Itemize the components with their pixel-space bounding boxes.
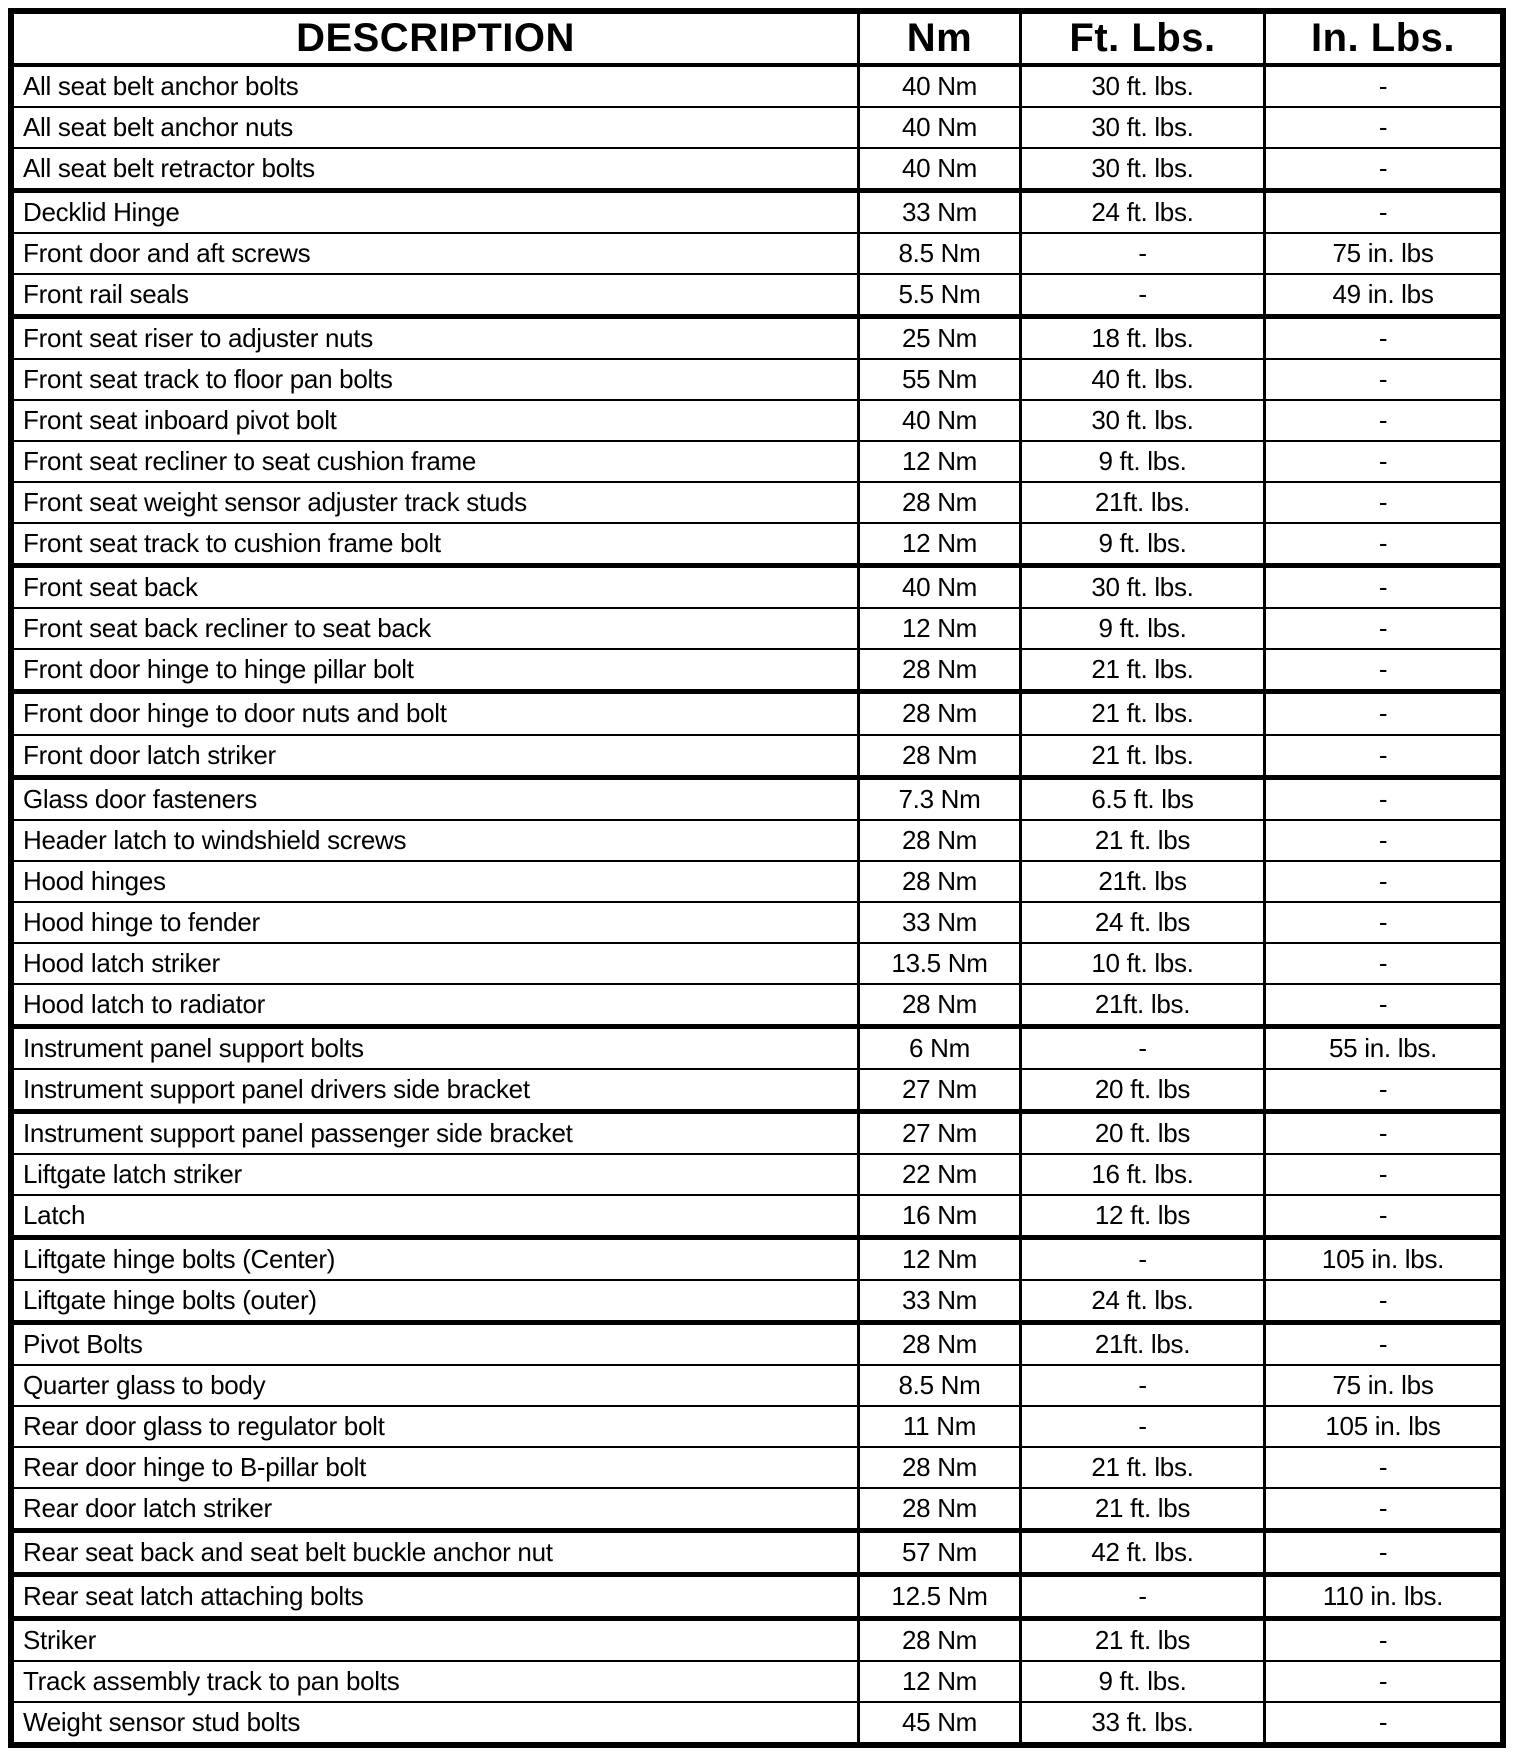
table-row (14, 360, 1500, 401)
row-description-cell: Rear door hinge to B-pillar bolt (14, 1448, 860, 1487)
row-description-cell: Front seat back (14, 568, 860, 607)
row-in-lbs-cell: 55 in. lbs. (1329, 1032, 1437, 1063)
table-row (14, 903, 1500, 944)
row-description-cell: Liftgate latch striker (14, 1155, 860, 1194)
row-in-lbs-cell: - (1378, 739, 1388, 770)
table-row (14, 568, 1500, 609)
table-row (14, 442, 1500, 483)
row-ft-lbs-cell: 24 ft. lbs (1022, 903, 1266, 942)
row-ft-lbs-cell: 6.5 ft. lbs (1022, 780, 1266, 819)
row-in-lbs-cell: - (1378, 71, 1388, 102)
column-header-in-lbs: In. Lbs. (1311, 16, 1455, 60)
row-nm-cell: 28 Nm (860, 736, 1022, 775)
row-in-lbs-cell: - (1378, 112, 1388, 143)
row-in-lbs-cell: - (1378, 446, 1388, 477)
row-ft-lbs-cell: 21ft. lbs. (1022, 483, 1266, 522)
row-ft-lbs-cell: - (1022, 1366, 1266, 1405)
table-row (14, 483, 1500, 524)
row-in-lbs-cell: - (1378, 654, 1388, 685)
table-row (14, 609, 1500, 650)
row-nm-cell: 6 Nm (860, 1029, 1022, 1068)
row-nm-cell: 12 Nm (860, 1662, 1022, 1701)
row-nm-cell: 40 Nm (860, 568, 1022, 607)
row-description-cell: Rear seat latch attaching bolts (14, 1577, 860, 1616)
row-in-lbs-cell: - (1378, 988, 1388, 1019)
row-description-cell: Front seat track to floor pan bolts (14, 360, 860, 399)
row-description-cell: Rear door latch striker (14, 1489, 860, 1528)
row-nm-cell: 12 Nm (860, 442, 1022, 481)
table-row (14, 67, 1500, 108)
row-description-cell: Instrument support panel passenger side bracket (14, 1114, 860, 1153)
table-row (14, 1533, 1500, 1577)
row-ft-lbs-cell: 20 ft. lbs (1022, 1070, 1266, 1109)
row-ft-lbs-cell: 21ft. lbs. (1022, 985, 1266, 1024)
row-ft-lbs-cell: 21ft. lbs (1022, 862, 1266, 901)
row-ft-lbs-cell: 21 ft. lbs. (1022, 1448, 1266, 1487)
row-ft-lbs-cell: 33 ft. lbs. (1022, 1703, 1266, 1742)
table-row (14, 862, 1500, 903)
row-ft-lbs-cell: 21 ft. lbs (1022, 821, 1266, 860)
row-description-cell: Front door and aft screws (14, 234, 860, 273)
row-nm-cell: 8.5 Nm (860, 1366, 1022, 1405)
row-ft-lbs-cell: - (1022, 1029, 1266, 1068)
row-ft-lbs-cell: 30 ft. lbs. (1022, 401, 1266, 440)
table-row (14, 1325, 1500, 1366)
table-row (14, 985, 1500, 1029)
row-in-lbs-cell: - (1378, 572, 1388, 603)
table-row (14, 149, 1500, 193)
row-description-cell: Liftgate hinge bolts (outer) (14, 1281, 860, 1320)
row-description-cell: Front seat back recliner to seat back (14, 609, 860, 648)
row-nm-cell: 28 Nm (860, 1325, 1022, 1364)
row-ft-lbs-cell: - (1022, 234, 1266, 273)
row-nm-cell: 28 Nm (860, 483, 1022, 522)
row-in-lbs-cell: - (1378, 323, 1388, 354)
row-nm-cell: 45 Nm (860, 1703, 1022, 1742)
row-ft-lbs-cell: 21 ft. lbs (1022, 1621, 1266, 1660)
row-nm-cell: 57 Nm (860, 1533, 1022, 1572)
table-row (14, 650, 1500, 694)
row-in-lbs-cell: - (1378, 824, 1388, 855)
row-nm-cell: 28 Nm (860, 1621, 1022, 1660)
row-ft-lbs-cell: - (1022, 275, 1266, 314)
row-ft-lbs-cell: 30 ft. lbs. (1022, 108, 1266, 147)
row-nm-cell: 28 Nm (860, 1448, 1022, 1487)
row-nm-cell: 16 Nm (860, 1196, 1022, 1235)
row-nm-cell: 8.5 Nm (860, 234, 1022, 273)
row-description-cell: Quarter glass to body (14, 1366, 860, 1405)
row-nm-cell: 33 Nm (860, 903, 1022, 942)
table-row (14, 193, 1500, 234)
table-row (14, 234, 1500, 275)
table-row (14, 1662, 1500, 1703)
table-row (14, 1366, 1500, 1407)
row-description-cell: Weight sensor stud bolts (14, 1703, 860, 1742)
row-description-cell: Decklid Hinge (14, 193, 860, 232)
table-row (14, 1407, 1500, 1448)
row-description-cell: Front seat track to cushion frame bolt (14, 524, 860, 563)
table-row (14, 1281, 1500, 1325)
row-description-cell: Front door hinge to door nuts and bolt (14, 694, 860, 733)
column-header-description: DESCRIPTION (14, 14, 860, 63)
row-description-cell: Front seat riser to adjuster nuts (14, 319, 860, 358)
row-in-lbs-cell: - (1378, 783, 1388, 814)
table-row (14, 401, 1500, 442)
row-in-lbs-cell: - (1378, 1328, 1388, 1359)
row-description-cell: Front seat inboard pivot bolt (14, 401, 860, 440)
row-ft-lbs-cell: - (1022, 1577, 1266, 1616)
row-in-lbs-cell: 75 in. lbs (1332, 1369, 1434, 1400)
row-nm-cell: 11 Nm (860, 1407, 1022, 1446)
row-nm-cell: 55 Nm (860, 360, 1022, 399)
row-ft-lbs-cell: 9 ft. lbs. (1022, 609, 1266, 648)
table-row (14, 1577, 1500, 1621)
table-row (14, 108, 1500, 149)
row-in-lbs-cell: 105 in. lbs (1325, 1411, 1441, 1442)
row-in-lbs-cell: - (1378, 865, 1388, 896)
row-nm-cell: 40 Nm (860, 108, 1022, 147)
row-in-lbs-cell: - (1378, 1707, 1388, 1738)
row-ft-lbs-cell: 16 ft. lbs. (1022, 1155, 1266, 1194)
row-in-lbs-cell: - (1378, 197, 1388, 228)
row-nm-cell: 33 Nm (860, 193, 1022, 232)
row-nm-cell: 33 Nm (860, 1281, 1022, 1320)
table-row (14, 694, 1500, 735)
row-in-lbs-cell: - (1378, 613, 1388, 644)
row-description-cell: Front door latch striker (14, 736, 860, 775)
row-ft-lbs-cell: 21 ft. lbs (1022, 1489, 1266, 1528)
row-nm-cell: 28 Nm (860, 985, 1022, 1024)
row-in-lbs-cell: - (1378, 1493, 1388, 1524)
table-header-row (14, 14, 1500, 67)
table-row (14, 524, 1500, 568)
table-row (14, 319, 1500, 360)
row-description-cell: Liftgate hinge bolts (Center) (14, 1240, 860, 1279)
row-description-cell: All seat belt anchor nuts (14, 108, 860, 147)
row-ft-lbs-cell: - (1022, 1240, 1266, 1279)
table-row (14, 1703, 1500, 1742)
row-nm-cell: 22 Nm (860, 1155, 1022, 1194)
column-header-nm: Nm (860, 14, 1022, 63)
row-in-lbs-cell: - (1378, 1117, 1388, 1148)
row-description-cell: Front seat recliner to seat cushion frame (14, 442, 860, 481)
row-nm-cell: 25 Nm (860, 319, 1022, 358)
row-description-cell: Header latch to windshield screws (14, 821, 860, 860)
table-body (14, 67, 1500, 1742)
table-row (14, 1621, 1500, 1662)
row-nm-cell: 28 Nm (860, 862, 1022, 901)
row-ft-lbs-cell: 10 ft. lbs. (1022, 944, 1266, 983)
row-description-cell: Instrument panel support bolts (14, 1029, 860, 1068)
row-ft-lbs-cell: 9 ft. lbs. (1022, 1662, 1266, 1701)
row-in-lbs-cell: - (1378, 1625, 1388, 1656)
row-description-cell: All seat belt anchor bolts (14, 67, 860, 106)
row-ft-lbs-cell: 24 ft. lbs. (1022, 1281, 1266, 1320)
row-in-lbs-cell: - (1378, 487, 1388, 518)
row-description-cell: Front seat weight sensor adjuster track studs (14, 483, 860, 522)
table-row (14, 1070, 1500, 1114)
row-nm-cell: 40 Nm (860, 401, 1022, 440)
row-ft-lbs-cell: 21 ft. lbs. (1022, 650, 1266, 689)
row-nm-cell: 12 Nm (860, 1240, 1022, 1279)
row-in-lbs-cell: - (1378, 1284, 1388, 1315)
row-in-lbs-cell: - (1378, 698, 1388, 729)
row-in-lbs-cell: - (1378, 1537, 1388, 1568)
table-row (14, 1029, 1500, 1070)
row-description-cell: Rear door glass to regulator bolt (14, 1407, 860, 1446)
row-in-lbs-cell: - (1378, 906, 1388, 937)
row-in-lbs-cell: 105 in. lbs. (1321, 1243, 1445, 1274)
table-row (14, 1240, 1500, 1281)
table-row (14, 1114, 1500, 1155)
row-in-lbs-cell: 49 in. lbs (1332, 279, 1434, 310)
row-ft-lbs-cell: 21ft. lbs. (1022, 1325, 1266, 1364)
row-description-cell: Front rail seals (14, 275, 860, 314)
row-in-lbs-cell: - (1378, 364, 1388, 395)
torque-spec-table (8, 8, 1506, 1748)
row-ft-lbs-cell: 21 ft. lbs. (1022, 736, 1266, 775)
row-ft-lbs-cell: 30 ft. lbs. (1022, 568, 1266, 607)
row-in-lbs-cell: - (1378, 1199, 1388, 1230)
table-row (14, 1196, 1500, 1240)
row-description-cell: Track assembly track to pan bolts (14, 1662, 860, 1701)
row-nm-cell: 12 Nm (860, 524, 1022, 563)
row-in-lbs-cell: - (1378, 528, 1388, 559)
row-in-lbs-cell: - (1378, 1452, 1388, 1483)
table-row (14, 1155, 1500, 1196)
row-nm-cell: 40 Nm (860, 149, 1022, 188)
row-in-lbs-cell: - (1378, 1073, 1388, 1104)
row-in-lbs-cell: 75 in. lbs (1332, 238, 1434, 269)
row-ft-lbs-cell: 9 ft. lbs. (1022, 442, 1266, 481)
row-ft-lbs-cell: 9 ft. lbs. (1022, 524, 1266, 563)
table-row (14, 780, 1500, 821)
row-ft-lbs-cell: 30 ft. lbs. (1022, 67, 1266, 106)
table-row (14, 1489, 1500, 1533)
table-row (14, 1448, 1500, 1489)
row-ft-lbs-cell: 20 ft. lbs (1022, 1114, 1266, 1153)
table-row (14, 821, 1500, 862)
row-ft-lbs-cell: 21 ft. lbs. (1022, 694, 1266, 733)
row-description-cell: All seat belt retractor bolts (14, 149, 860, 188)
row-description-cell: Front door hinge to hinge pillar bolt (14, 650, 860, 689)
row-in-lbs-cell: - (1378, 1666, 1388, 1697)
row-ft-lbs-cell: 12 ft. lbs (1022, 1196, 1266, 1235)
row-description-cell: Hood hinge to fender (14, 903, 860, 942)
row-in-lbs-cell: - (1378, 947, 1388, 978)
row-in-lbs-cell: - (1378, 405, 1388, 436)
row-nm-cell: 13.5 Nm (860, 944, 1022, 983)
row-description-cell: Hood latch to radiator (14, 985, 860, 1024)
row-nm-cell: 5.5 Nm (860, 275, 1022, 314)
row-description-cell: Rear seat back and seat belt buckle anchor nut (14, 1533, 860, 1572)
row-description-cell: Glass door fasteners (14, 780, 860, 819)
row-description-cell: Instrument support panel drivers side bracket (14, 1070, 860, 1109)
row-nm-cell: 28 Nm (860, 1489, 1022, 1528)
row-description-cell: Latch (14, 1196, 860, 1235)
row-nm-cell: 28 Nm (860, 694, 1022, 733)
row-nm-cell: 7.3 Nm (860, 780, 1022, 819)
row-ft-lbs-cell: - (1022, 1407, 1266, 1446)
row-ft-lbs-cell: 42 ft. lbs. (1022, 1533, 1266, 1572)
row-ft-lbs-cell: 18 ft. lbs. (1022, 319, 1266, 358)
row-nm-cell: 40 Nm (860, 67, 1022, 106)
row-nm-cell: 12.5 Nm (860, 1577, 1022, 1616)
row-nm-cell: 27 Nm (860, 1070, 1022, 1109)
row-nm-cell: 12 Nm (860, 609, 1022, 648)
row-description-cell: Hood hinges (14, 862, 860, 901)
table-row (14, 275, 1500, 319)
row-description-cell: Striker (14, 1621, 860, 1660)
row-description-cell: Pivot Bolts (14, 1325, 860, 1364)
row-ft-lbs-cell: 30 ft. lbs. (1022, 149, 1266, 188)
row-ft-lbs-cell: 40 ft. lbs. (1022, 360, 1266, 399)
row-in-lbs-cell: - (1378, 153, 1388, 184)
row-nm-cell: 27 Nm (860, 1114, 1022, 1153)
row-description-cell: Hood latch striker (14, 944, 860, 983)
row-in-lbs-cell: 110 in. lbs. (1322, 1581, 1444, 1612)
row-nm-cell: 28 Nm (860, 650, 1022, 689)
row-in-lbs-cell: - (1378, 1158, 1388, 1189)
column-header-ft-lbs: Ft. Lbs. (1022, 14, 1266, 63)
row-nm-cell: 28 Nm (860, 821, 1022, 860)
row-ft-lbs-cell: 24 ft. lbs. (1022, 193, 1266, 232)
table-row (14, 736, 1500, 780)
table-row (14, 944, 1500, 985)
